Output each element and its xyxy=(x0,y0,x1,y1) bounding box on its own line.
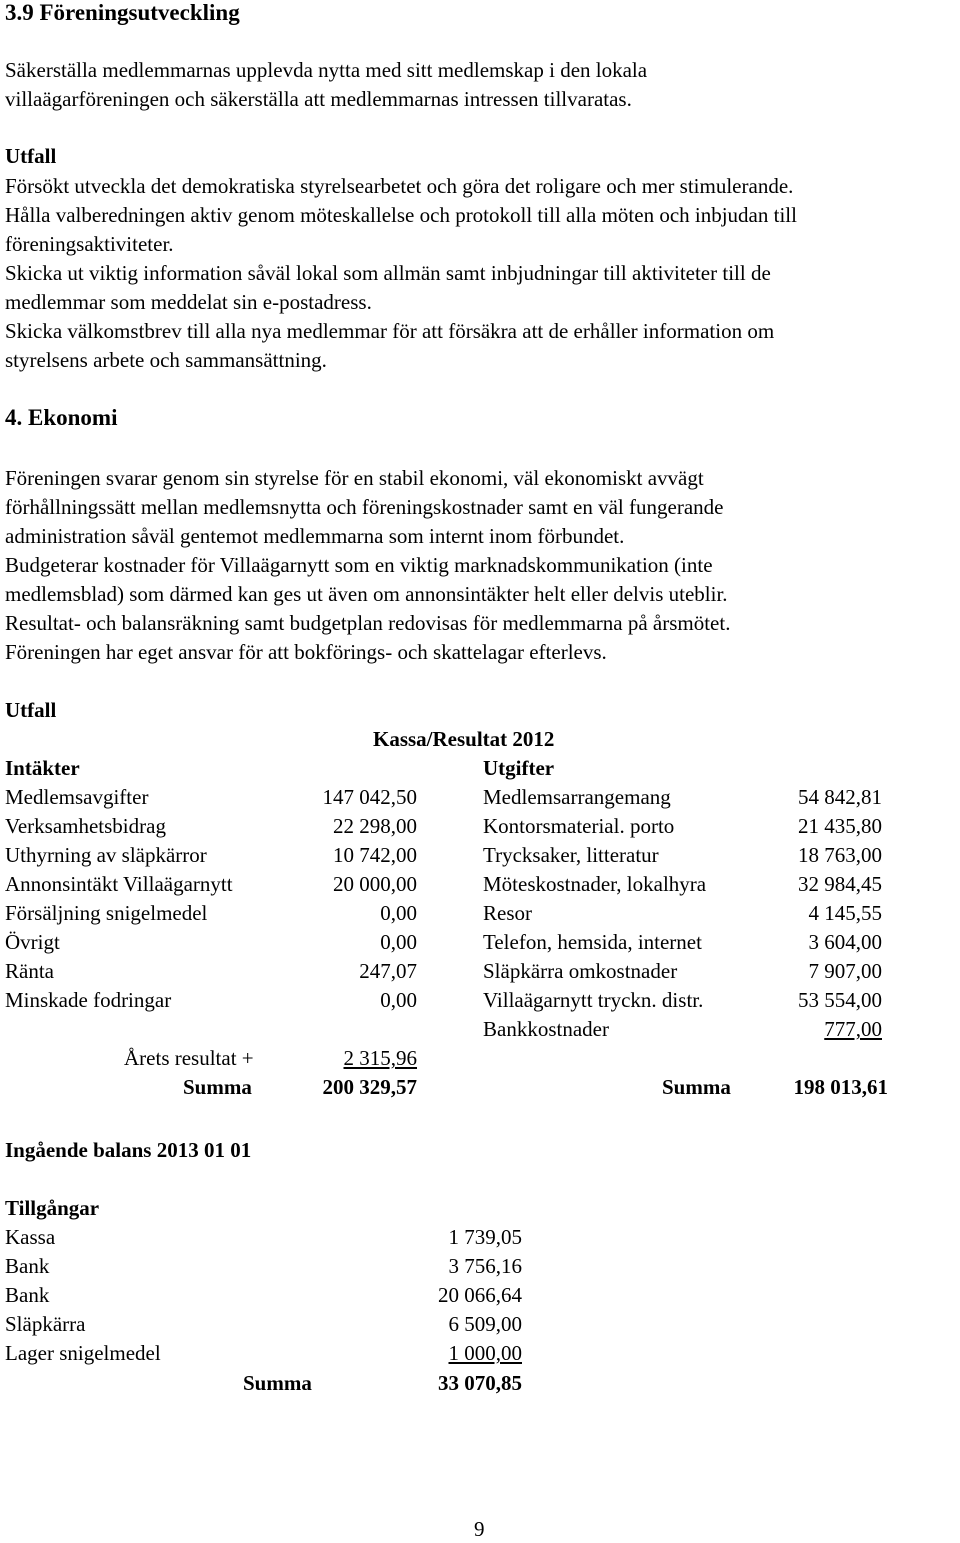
balance-row-label: Kassa xyxy=(5,1225,56,1249)
utfall-heading: Utfall xyxy=(5,698,57,722)
arets-resultat-label: Årets resultat + xyxy=(124,1046,254,1070)
balance-row-label: Bank xyxy=(5,1254,50,1278)
income-row-label: Uthyrning av släpkärror xyxy=(5,843,207,867)
utfall-line: styrelsens arbete och sammansättning. xyxy=(5,348,327,372)
income-row-label: Ränta xyxy=(5,959,54,983)
income-row-label: Försäljning snigelmedel xyxy=(5,901,208,925)
income-row-amount: 0,00 xyxy=(380,930,417,954)
expense-row-amount: 7 907,00 xyxy=(808,959,882,983)
utfall-paragraph xyxy=(5,172,955,375)
expense-row-label: Villaägarnytt tryckn. distr. xyxy=(483,988,704,1012)
utfall-heading: Utfall xyxy=(5,144,57,168)
expense-row-amount: 54 842,81 xyxy=(798,785,882,809)
balance-row-amount: 1 000,00 xyxy=(448,1341,522,1365)
income-row-amount: 247,07 xyxy=(359,959,417,983)
income-total: 200 329,57 xyxy=(322,1075,417,1099)
expense-row-amount: 32 984,45 xyxy=(798,872,882,896)
utfall-line: Försökt utveckla det demokratiska styrelsearbetet och göra det roligare och mer stimulerande. xyxy=(5,174,794,198)
intro-paragraph xyxy=(5,56,955,114)
expense-total: 198 013,61 xyxy=(793,1075,888,1099)
assets-heading: Tillgångar xyxy=(5,1196,100,1220)
income-row-amount: 0,00 xyxy=(380,901,417,925)
utfall-line: Skicka ut viktig information såväl lokal som allmän samt inbjudningar till aktiviteter till de xyxy=(5,261,771,285)
economy-line: Budgeterar kostnader för Villaägarnytt som en viktig marknadskommunikation (inte xyxy=(5,553,713,577)
income-row-label: Övrigt xyxy=(5,930,60,954)
expense-row-amount: 18 763,00 xyxy=(798,843,882,867)
economy-line: medlemsblad) som därmed kan ges ut även om annonsintäkter helt eller delvis uteblir. xyxy=(5,582,728,606)
expense-row-amount: 3 604,00 xyxy=(808,930,882,954)
utfall-line: föreningsaktiviteter. xyxy=(5,232,174,256)
balance-total: 33 070,85 xyxy=(438,1371,522,1395)
balance-row-amount: 1 739,05 xyxy=(448,1225,522,1249)
expense-row-label: Kontorsmaterial. porto xyxy=(483,814,675,838)
utfall-line: Hålla valberedningen aktiv genom möteskallelse och protokoll till alla möten och inbjudan till xyxy=(5,203,797,227)
balance-row-label: Lager snigelmedel xyxy=(5,1341,161,1365)
income-row-label: Medlemsavgifter xyxy=(5,785,149,809)
economy-line: administration såväl gentemot medlemmarna som internt inom förbundet. xyxy=(5,524,625,548)
kassa-title: Kassa/Resultat 2012 xyxy=(373,727,555,751)
income-row-amount: 10 742,00 xyxy=(333,843,417,867)
income-row-label: Verksamhetsbidrag xyxy=(5,814,166,838)
expense-summa-label: Summa xyxy=(662,1075,731,1099)
balance-summa-label: Summa xyxy=(243,1371,312,1395)
economy-line: förhållningssätt mellan medlemsnytta och föreningskostnader samt en väl fungerande xyxy=(5,495,724,519)
economy-line: Resultat- och balansräkning samt budgetplan redovisas för medlemmarna på årsmötet. xyxy=(5,611,731,635)
section-title: 3.9 Föreningsutveckling xyxy=(5,0,240,25)
expense-heading: Utgifter xyxy=(483,756,555,780)
economy-title: 4. Ekonomi xyxy=(5,405,118,430)
intro-line: villaägarföreningen och säkerställa att medlemmarnas intressen tillvaratas. xyxy=(5,87,632,111)
expense-row-label: Trycksaker, litteratur xyxy=(483,843,659,867)
balance-row-amount: 6 509,00 xyxy=(448,1312,522,1336)
balance-title: Ingående balans 2013 01 01 xyxy=(5,1138,252,1162)
income-heading: Intäkter xyxy=(5,756,80,780)
expense-row-amount: 4 145,55 xyxy=(808,901,882,925)
income-row-amount: 147 042,50 xyxy=(322,785,417,809)
expense-row-label: Släpkärra omkostnader xyxy=(483,959,678,983)
expense-row-amount: 53 554,00 xyxy=(798,988,882,1012)
income-row-amount: 0,00 xyxy=(380,988,417,1012)
utfall-line: medlemmar som meddelat sin e-postadress. xyxy=(5,290,372,314)
page-number: 9 xyxy=(474,1517,485,1541)
expense-row-label: Medlemsarrangemang xyxy=(483,785,671,809)
utfall-line: Skicka välkomstbrev till alla nya medlemmar för att försäkra att de erhåller information om xyxy=(5,319,775,343)
balance-row-label: Släpkärra xyxy=(5,1312,86,1336)
income-row-amount: 22 298,00 xyxy=(333,814,417,838)
expense-row-label: Resor xyxy=(483,901,532,925)
balance-row-label: Bank xyxy=(5,1283,50,1307)
income-row-label: Annonsintäkt Villaägarnytt xyxy=(5,872,233,896)
economy-paragraph xyxy=(5,464,955,667)
intro-line: Säkerställa medlemmarnas upplevda nytta med sitt medlemskap i den lokala xyxy=(5,58,648,82)
expense-row-label: Bankkostnader xyxy=(483,1017,609,1041)
balance-row-amount: 3 756,16 xyxy=(448,1254,522,1278)
income-summa-label: Summa xyxy=(183,1075,252,1099)
expense-row-label: Möteskostnader, lokalhyra xyxy=(483,872,707,896)
expense-row-label: Telefon, hemsida, internet xyxy=(483,930,702,954)
expense-row-amount: 21 435,80 xyxy=(798,814,882,838)
income-row-amount: 20 000,00 xyxy=(333,872,417,896)
income-row-label: Minskade fodringar xyxy=(5,988,172,1012)
expense-row-amount: 777,00 xyxy=(824,1017,882,1041)
arets-resultat-amount: 2 315,96 xyxy=(343,1046,417,1070)
economy-line: Föreningen svarar genom sin styrelse för en stabil ekonomi, väl ekonomiskt avvägt xyxy=(5,466,704,490)
economy-line: Föreningen har eget ansvar för att bokförings- och skattelagar efterlevs. xyxy=(5,640,607,664)
balance-row-amount: 20 066,64 xyxy=(438,1283,522,1307)
